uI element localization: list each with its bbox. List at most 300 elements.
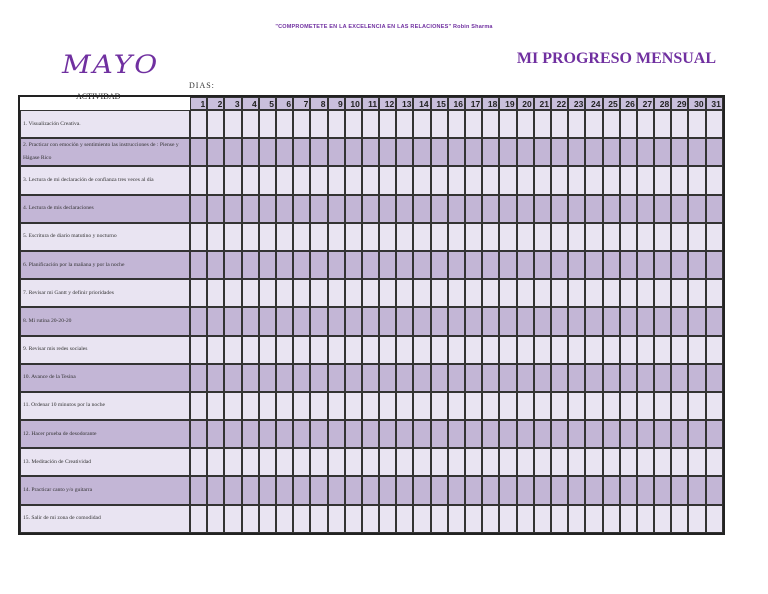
progress-checkbox-cell[interactable] — [585, 166, 602, 194]
progress-checkbox-cell[interactable] — [620, 166, 637, 194]
progress-checkbox-cell[interactable] — [499, 505, 516, 533]
progress-checkbox-cell[interactable] — [242, 448, 259, 476]
progress-checkbox-cell[interactable] — [465, 195, 482, 223]
progress-checkbox-cell[interactable] — [242, 505, 259, 533]
progress-checkbox-cell[interactable] — [448, 251, 465, 279]
progress-checkbox-cell[interactable] — [396, 307, 413, 335]
progress-checkbox-cell[interactable] — [482, 223, 499, 251]
progress-checkbox-cell[interactable] — [517, 279, 534, 307]
progress-checkbox-cell[interactable] — [603, 364, 620, 392]
progress-checkbox-cell[interactable] — [379, 392, 396, 420]
progress-checkbox-cell[interactable] — [413, 448, 430, 476]
progress-checkbox-cell[interactable] — [431, 110, 448, 138]
progress-checkbox-cell[interactable] — [362, 476, 379, 504]
progress-checkbox-cell[interactable] — [242, 223, 259, 251]
progress-checkbox-cell[interactable] — [259, 420, 276, 448]
progress-checkbox-cell[interactable] — [310, 195, 327, 223]
progress-checkbox-cell[interactable] — [671, 476, 688, 504]
progress-checkbox-cell[interactable] — [396, 110, 413, 138]
progress-checkbox-cell[interactable] — [396, 279, 413, 307]
progress-checkbox-cell[interactable] — [413, 110, 430, 138]
progress-checkbox-cell[interactable] — [585, 364, 602, 392]
progress-checkbox-cell[interactable] — [224, 336, 241, 364]
progress-checkbox-cell[interactable] — [396, 166, 413, 194]
progress-checkbox-cell[interactable] — [620, 392, 637, 420]
progress-checkbox-cell[interactable] — [671, 195, 688, 223]
progress-checkbox-cell[interactable] — [671, 251, 688, 279]
progress-checkbox-cell[interactable] — [688, 166, 705, 194]
progress-checkbox-cell[interactable] — [242, 307, 259, 335]
progress-checkbox-cell[interactable] — [345, 138, 362, 166]
progress-checkbox-cell[interactable] — [706, 448, 723, 476]
progress-checkbox-cell[interactable] — [499, 110, 516, 138]
progress-checkbox-cell[interactable] — [465, 279, 482, 307]
progress-checkbox-cell[interactable] — [482, 166, 499, 194]
progress-checkbox-cell[interactable] — [310, 364, 327, 392]
progress-checkbox-cell[interactable] — [654, 420, 671, 448]
progress-checkbox-cell[interactable] — [499, 223, 516, 251]
progress-checkbox-cell[interactable] — [637, 336, 654, 364]
progress-checkbox-cell[interactable] — [259, 195, 276, 223]
progress-checkbox-cell[interactable] — [276, 448, 293, 476]
progress-checkbox-cell[interactable] — [379, 138, 396, 166]
progress-checkbox-cell[interactable] — [379, 166, 396, 194]
progress-checkbox-cell[interactable] — [224, 448, 241, 476]
progress-checkbox-cell[interactable] — [637, 138, 654, 166]
progress-checkbox-cell[interactable] — [688, 110, 705, 138]
progress-checkbox-cell[interactable] — [345, 392, 362, 420]
progress-checkbox-cell[interactable] — [465, 476, 482, 504]
progress-checkbox-cell[interactable] — [654, 251, 671, 279]
progress-checkbox-cell[interactable] — [190, 110, 207, 138]
progress-checkbox-cell[interactable] — [551, 364, 568, 392]
progress-checkbox-cell[interactable] — [551, 336, 568, 364]
progress-checkbox-cell[interactable] — [207, 251, 224, 279]
progress-checkbox-cell[interactable] — [413, 223, 430, 251]
progress-checkbox-cell[interactable] — [413, 364, 430, 392]
progress-checkbox-cell[interactable] — [499, 279, 516, 307]
progress-checkbox-cell[interactable] — [603, 166, 620, 194]
progress-checkbox-cell[interactable] — [706, 420, 723, 448]
progress-checkbox-cell[interactable] — [499, 448, 516, 476]
progress-checkbox-cell[interactable] — [379, 195, 396, 223]
progress-checkbox-cell[interactable] — [259, 166, 276, 194]
progress-checkbox-cell[interactable] — [293, 448, 310, 476]
progress-checkbox-cell[interactable] — [620, 364, 637, 392]
progress-checkbox-cell[interactable] — [207, 448, 224, 476]
progress-checkbox-cell[interactable] — [637, 110, 654, 138]
progress-checkbox-cell[interactable] — [620, 195, 637, 223]
progress-checkbox-cell[interactable] — [396, 223, 413, 251]
progress-checkbox-cell[interactable] — [585, 420, 602, 448]
progress-checkbox-cell[interactable] — [637, 307, 654, 335]
progress-checkbox-cell[interactable] — [413, 420, 430, 448]
progress-checkbox-cell[interactable] — [482, 364, 499, 392]
progress-checkbox-cell[interactable] — [654, 364, 671, 392]
progress-checkbox-cell[interactable] — [637, 223, 654, 251]
progress-checkbox-cell[interactable] — [362, 110, 379, 138]
progress-checkbox-cell[interactable] — [671, 279, 688, 307]
progress-checkbox-cell[interactable] — [310, 505, 327, 533]
progress-checkbox-cell[interactable] — [706, 110, 723, 138]
progress-checkbox-cell[interactable] — [207, 420, 224, 448]
progress-checkbox-cell[interactable] — [534, 223, 551, 251]
progress-checkbox-cell[interactable] — [568, 420, 585, 448]
progress-checkbox-cell[interactable] — [448, 476, 465, 504]
progress-checkbox-cell[interactable] — [396, 138, 413, 166]
progress-checkbox-cell[interactable] — [688, 195, 705, 223]
progress-checkbox-cell[interactable] — [310, 279, 327, 307]
progress-checkbox-cell[interactable] — [207, 505, 224, 533]
progress-checkbox-cell[interactable] — [688, 448, 705, 476]
progress-checkbox-cell[interactable] — [190, 307, 207, 335]
progress-checkbox-cell[interactable] — [671, 336, 688, 364]
progress-checkbox-cell[interactable] — [362, 251, 379, 279]
progress-checkbox-cell[interactable] — [345, 364, 362, 392]
progress-checkbox-cell[interactable] — [585, 336, 602, 364]
progress-checkbox-cell[interactable] — [688, 392, 705, 420]
progress-checkbox-cell[interactable] — [448, 307, 465, 335]
progress-checkbox-cell[interactable] — [517, 364, 534, 392]
progress-checkbox-cell[interactable] — [620, 138, 637, 166]
progress-checkbox-cell[interactable] — [568, 392, 585, 420]
progress-checkbox-cell[interactable] — [671, 110, 688, 138]
progress-checkbox-cell[interactable] — [654, 307, 671, 335]
progress-checkbox-cell[interactable] — [242, 138, 259, 166]
progress-checkbox-cell[interactable] — [276, 166, 293, 194]
progress-checkbox-cell[interactable] — [620, 110, 637, 138]
progress-checkbox-cell[interactable] — [637, 476, 654, 504]
progress-checkbox-cell[interactable] — [534, 336, 551, 364]
progress-checkbox-cell[interactable] — [431, 448, 448, 476]
progress-checkbox-cell[interactable] — [190, 166, 207, 194]
progress-checkbox-cell[interactable] — [259, 364, 276, 392]
progress-checkbox-cell[interactable] — [328, 166, 345, 194]
progress-checkbox-cell[interactable] — [499, 420, 516, 448]
progress-checkbox-cell[interactable] — [190, 364, 207, 392]
progress-checkbox-cell[interactable] — [190, 476, 207, 504]
progress-checkbox-cell[interactable] — [637, 279, 654, 307]
progress-checkbox-cell[interactable] — [293, 279, 310, 307]
progress-checkbox-cell[interactable] — [688, 251, 705, 279]
progress-checkbox-cell[interactable] — [654, 336, 671, 364]
progress-checkbox-cell[interactable] — [465, 420, 482, 448]
progress-checkbox-cell[interactable] — [362, 138, 379, 166]
progress-checkbox-cell[interactable] — [517, 195, 534, 223]
progress-checkbox-cell[interactable] — [654, 392, 671, 420]
progress-checkbox-cell[interactable] — [242, 336, 259, 364]
progress-checkbox-cell[interactable] — [413, 251, 430, 279]
progress-checkbox-cell[interactable] — [671, 166, 688, 194]
progress-checkbox-cell[interactable] — [328, 448, 345, 476]
progress-checkbox-cell[interactable] — [345, 420, 362, 448]
progress-checkbox-cell[interactable] — [482, 392, 499, 420]
progress-checkbox-cell[interactable] — [568, 166, 585, 194]
progress-checkbox-cell[interactable] — [671, 392, 688, 420]
progress-checkbox-cell[interactable] — [431, 307, 448, 335]
progress-checkbox-cell[interactable] — [345, 307, 362, 335]
progress-checkbox-cell[interactable] — [276, 476, 293, 504]
progress-checkbox-cell[interactable] — [362, 336, 379, 364]
progress-checkbox-cell[interactable] — [517, 420, 534, 448]
progress-checkbox-cell[interactable] — [585, 138, 602, 166]
progress-checkbox-cell[interactable] — [224, 279, 241, 307]
progress-checkbox-cell[interactable] — [637, 251, 654, 279]
progress-checkbox-cell[interactable] — [585, 307, 602, 335]
progress-checkbox-cell[interactable] — [465, 364, 482, 392]
progress-checkbox-cell[interactable] — [293, 251, 310, 279]
progress-checkbox-cell[interactable] — [448, 195, 465, 223]
progress-checkbox-cell[interactable] — [671, 448, 688, 476]
progress-checkbox-cell[interactable] — [345, 476, 362, 504]
progress-checkbox-cell[interactable] — [706, 166, 723, 194]
progress-checkbox-cell[interactable] — [345, 251, 362, 279]
progress-checkbox-cell[interactable] — [207, 336, 224, 364]
progress-checkbox-cell[interactable] — [620, 279, 637, 307]
progress-checkbox-cell[interactable] — [568, 195, 585, 223]
progress-checkbox-cell[interactable] — [603, 392, 620, 420]
progress-checkbox-cell[interactable] — [293, 138, 310, 166]
progress-checkbox-cell[interactable] — [620, 505, 637, 533]
progress-checkbox-cell[interactable] — [431, 392, 448, 420]
progress-checkbox-cell[interactable] — [310, 138, 327, 166]
progress-checkbox-cell[interactable] — [396, 392, 413, 420]
progress-checkbox-cell[interactable] — [431, 166, 448, 194]
progress-checkbox-cell[interactable] — [431, 251, 448, 279]
progress-checkbox-cell[interactable] — [259, 476, 276, 504]
progress-checkbox-cell[interactable] — [465, 138, 482, 166]
progress-checkbox-cell[interactable] — [551, 195, 568, 223]
progress-checkbox-cell[interactable] — [224, 392, 241, 420]
progress-checkbox-cell[interactable] — [224, 251, 241, 279]
progress-checkbox-cell[interactable] — [568, 307, 585, 335]
progress-checkbox-cell[interactable] — [654, 166, 671, 194]
progress-checkbox-cell[interactable] — [568, 448, 585, 476]
progress-checkbox-cell[interactable] — [603, 505, 620, 533]
progress-checkbox-cell[interactable] — [276, 110, 293, 138]
progress-checkbox-cell[interactable] — [276, 364, 293, 392]
progress-checkbox-cell[interactable] — [207, 223, 224, 251]
progress-checkbox-cell[interactable] — [328, 110, 345, 138]
progress-checkbox-cell[interactable] — [448, 505, 465, 533]
progress-checkbox-cell[interactable] — [242, 166, 259, 194]
progress-checkbox-cell[interactable] — [413, 195, 430, 223]
progress-checkbox-cell[interactable] — [568, 476, 585, 504]
progress-checkbox-cell[interactable] — [499, 392, 516, 420]
progress-checkbox-cell[interactable] — [534, 110, 551, 138]
progress-checkbox-cell[interactable] — [603, 223, 620, 251]
progress-checkbox-cell[interactable] — [207, 392, 224, 420]
progress-checkbox-cell[interactable] — [603, 138, 620, 166]
progress-checkbox-cell[interactable] — [620, 336, 637, 364]
progress-checkbox-cell[interactable] — [465, 223, 482, 251]
progress-checkbox-cell[interactable] — [259, 110, 276, 138]
progress-checkbox-cell[interactable] — [585, 195, 602, 223]
progress-checkbox-cell[interactable] — [396, 195, 413, 223]
progress-checkbox-cell[interactable] — [448, 392, 465, 420]
progress-checkbox-cell[interactable] — [482, 505, 499, 533]
progress-checkbox-cell[interactable] — [362, 364, 379, 392]
progress-checkbox-cell[interactable] — [688, 476, 705, 504]
progress-checkbox-cell[interactable] — [242, 195, 259, 223]
progress-checkbox-cell[interactable] — [568, 138, 585, 166]
progress-checkbox-cell[interactable] — [328, 138, 345, 166]
progress-checkbox-cell[interactable] — [190, 279, 207, 307]
progress-checkbox-cell[interactable] — [671, 307, 688, 335]
progress-checkbox-cell[interactable] — [551, 307, 568, 335]
progress-checkbox-cell[interactable] — [637, 195, 654, 223]
progress-checkbox-cell[interactable] — [276, 505, 293, 533]
progress-checkbox-cell[interactable] — [224, 110, 241, 138]
progress-checkbox-cell[interactable] — [396, 364, 413, 392]
progress-checkbox-cell[interactable] — [568, 364, 585, 392]
progress-checkbox-cell[interactable] — [207, 110, 224, 138]
progress-checkbox-cell[interactable] — [259, 279, 276, 307]
progress-checkbox-cell[interactable] — [534, 505, 551, 533]
progress-checkbox-cell[interactable] — [499, 364, 516, 392]
progress-checkbox-cell[interactable] — [603, 251, 620, 279]
progress-checkbox-cell[interactable] — [585, 505, 602, 533]
progress-checkbox-cell[interactable] — [276, 392, 293, 420]
progress-checkbox-cell[interactable] — [190, 138, 207, 166]
progress-checkbox-cell[interactable] — [242, 251, 259, 279]
progress-checkbox-cell[interactable] — [190, 336, 207, 364]
progress-checkbox-cell[interactable] — [190, 251, 207, 279]
progress-checkbox-cell[interactable] — [637, 448, 654, 476]
progress-checkbox-cell[interactable] — [568, 279, 585, 307]
progress-checkbox-cell[interactable] — [379, 364, 396, 392]
progress-checkbox-cell[interactable] — [259, 138, 276, 166]
progress-checkbox-cell[interactable] — [585, 110, 602, 138]
progress-checkbox-cell[interactable] — [431, 505, 448, 533]
progress-checkbox-cell[interactable] — [328, 223, 345, 251]
progress-checkbox-cell[interactable] — [379, 476, 396, 504]
progress-checkbox-cell[interactable] — [242, 364, 259, 392]
progress-checkbox-cell[interactable] — [448, 420, 465, 448]
progress-checkbox-cell[interactable] — [654, 279, 671, 307]
progress-checkbox-cell[interactable] — [517, 336, 534, 364]
progress-checkbox-cell[interactable] — [671, 138, 688, 166]
progress-checkbox-cell[interactable] — [688, 307, 705, 335]
progress-checkbox-cell[interactable] — [293, 420, 310, 448]
progress-checkbox-cell[interactable] — [379, 307, 396, 335]
progress-checkbox-cell[interactable] — [551, 223, 568, 251]
progress-checkbox-cell[interactable] — [654, 505, 671, 533]
progress-checkbox-cell[interactable] — [396, 336, 413, 364]
progress-checkbox-cell[interactable] — [362, 195, 379, 223]
progress-checkbox-cell[interactable] — [362, 223, 379, 251]
progress-checkbox-cell[interactable] — [482, 195, 499, 223]
progress-checkbox-cell[interactable] — [517, 138, 534, 166]
progress-checkbox-cell[interactable] — [379, 448, 396, 476]
progress-checkbox-cell[interactable] — [413, 307, 430, 335]
progress-checkbox-cell[interactable] — [654, 195, 671, 223]
progress-checkbox-cell[interactable] — [482, 110, 499, 138]
progress-checkbox-cell[interactable] — [637, 166, 654, 194]
progress-checkbox-cell[interactable] — [259, 223, 276, 251]
progress-checkbox-cell[interactable] — [448, 138, 465, 166]
progress-checkbox-cell[interactable] — [328, 392, 345, 420]
progress-checkbox-cell[interactable] — [568, 223, 585, 251]
progress-checkbox-cell[interactable] — [620, 251, 637, 279]
progress-checkbox-cell[interactable] — [310, 476, 327, 504]
progress-checkbox-cell[interactable] — [431, 476, 448, 504]
progress-checkbox-cell[interactable] — [242, 279, 259, 307]
progress-checkbox-cell[interactable] — [499, 166, 516, 194]
progress-checkbox-cell[interactable] — [431, 364, 448, 392]
progress-checkbox-cell[interactable] — [276, 138, 293, 166]
progress-checkbox-cell[interactable] — [293, 505, 310, 533]
progress-checkbox-cell[interactable] — [551, 420, 568, 448]
progress-checkbox-cell[interactable] — [568, 251, 585, 279]
progress-checkbox-cell[interactable] — [310, 307, 327, 335]
progress-checkbox-cell[interactable] — [706, 251, 723, 279]
progress-checkbox-cell[interactable] — [345, 448, 362, 476]
progress-checkbox-cell[interactable] — [259, 392, 276, 420]
progress-checkbox-cell[interactable] — [276, 336, 293, 364]
progress-checkbox-cell[interactable] — [534, 138, 551, 166]
progress-checkbox-cell[interactable] — [207, 307, 224, 335]
progress-checkbox-cell[interactable] — [534, 476, 551, 504]
progress-checkbox-cell[interactable] — [259, 505, 276, 533]
progress-checkbox-cell[interactable] — [706, 307, 723, 335]
progress-checkbox-cell[interactable] — [482, 476, 499, 504]
progress-checkbox-cell[interactable] — [242, 476, 259, 504]
progress-checkbox-cell[interactable] — [293, 166, 310, 194]
progress-checkbox-cell[interactable] — [706, 223, 723, 251]
progress-checkbox-cell[interactable] — [688, 420, 705, 448]
progress-checkbox-cell[interactable] — [362, 448, 379, 476]
progress-checkbox-cell[interactable] — [293, 336, 310, 364]
progress-checkbox-cell[interactable] — [706, 476, 723, 504]
progress-checkbox-cell[interactable] — [448, 448, 465, 476]
progress-checkbox-cell[interactable] — [276, 195, 293, 223]
progress-checkbox-cell[interactable] — [259, 448, 276, 476]
progress-checkbox-cell[interactable] — [431, 420, 448, 448]
progress-checkbox-cell[interactable] — [551, 392, 568, 420]
progress-checkbox-cell[interactable] — [224, 476, 241, 504]
progress-checkbox-cell[interactable] — [413, 505, 430, 533]
progress-checkbox-cell[interactable] — [224, 307, 241, 335]
progress-checkbox-cell[interactable] — [688, 223, 705, 251]
progress-checkbox-cell[interactable] — [671, 505, 688, 533]
progress-checkbox-cell[interactable] — [413, 336, 430, 364]
progress-checkbox-cell[interactable] — [517, 223, 534, 251]
progress-checkbox-cell[interactable] — [465, 448, 482, 476]
progress-checkbox-cell[interactable] — [688, 336, 705, 364]
progress-checkbox-cell[interactable] — [224, 166, 241, 194]
progress-checkbox-cell[interactable] — [431, 195, 448, 223]
progress-checkbox-cell[interactable] — [706, 138, 723, 166]
progress-checkbox-cell[interactable] — [345, 336, 362, 364]
progress-checkbox-cell[interactable] — [568, 505, 585, 533]
progress-checkbox-cell[interactable] — [396, 505, 413, 533]
progress-checkbox-cell[interactable] — [482, 420, 499, 448]
progress-checkbox-cell[interactable] — [293, 307, 310, 335]
progress-checkbox-cell[interactable] — [482, 448, 499, 476]
progress-checkbox-cell[interactable] — [345, 166, 362, 194]
progress-checkbox-cell[interactable] — [207, 195, 224, 223]
progress-checkbox-cell[interactable] — [328, 336, 345, 364]
progress-checkbox-cell[interactable] — [603, 476, 620, 504]
progress-checkbox-cell[interactable] — [431, 223, 448, 251]
progress-checkbox-cell[interactable] — [706, 392, 723, 420]
progress-checkbox-cell[interactable] — [671, 364, 688, 392]
progress-checkbox-cell[interactable] — [310, 251, 327, 279]
progress-checkbox-cell[interactable] — [706, 279, 723, 307]
progress-checkbox-cell[interactable] — [551, 279, 568, 307]
progress-checkbox-cell[interactable] — [654, 138, 671, 166]
